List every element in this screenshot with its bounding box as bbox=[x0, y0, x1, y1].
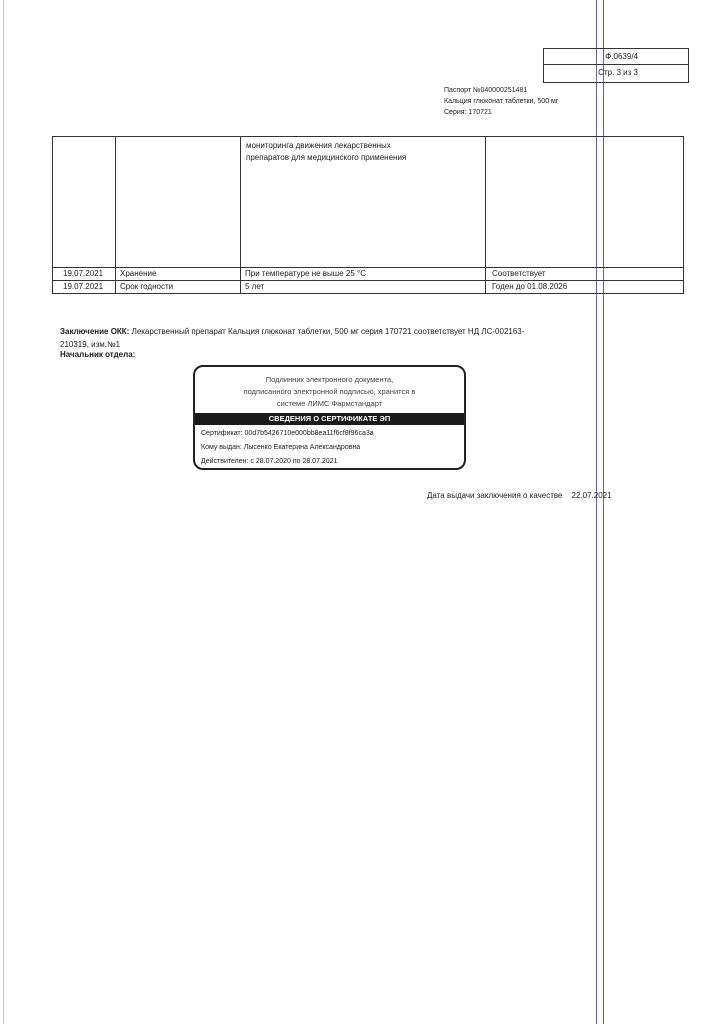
page-number: Стр. 3 из 3 bbox=[598, 68, 638, 77]
passport-product: Кальция глюконат таблетки, 500 мг bbox=[444, 98, 559, 105]
row1-result: Соответствует bbox=[492, 269, 546, 278]
signature-band-title: СВЕДЕНИЯ О СЕРТИФИКАТЕ ЭП bbox=[195, 413, 464, 425]
signature-original-line3: системе ЛИМС Фармстандарт bbox=[276, 399, 383, 408]
passport-number: Паспорт №040000251481 bbox=[444, 87, 528, 94]
continued-text-line2: препаратов для медицинского применения bbox=[246, 153, 407, 162]
e-signature-stamp bbox=[193, 365, 466, 470]
continued-text-line1: мониторинга движения лекарственных bbox=[246, 141, 391, 150]
conclusion-text: Лекарственный препарат Кальция глюконат таблетки, 500 мг серия 170721 соответствует НД ЛС-002163-210319, изм.№1 bbox=[60, 327, 525, 349]
row1-test: Хранение bbox=[120, 269, 157, 278]
form-code-box bbox=[543, 48, 689, 83]
row2-requirement: 5 лет bbox=[245, 282, 265, 291]
table-divider bbox=[115, 137, 116, 293]
signature-issued-to: Кому выдан: Лысенко Екатерина Александровна bbox=[201, 444, 361, 451]
head-of-department-label: Начальник отдела: bbox=[60, 350, 136, 359]
conclusion-label: Заключение ОКК: bbox=[60, 327, 130, 336]
row1-requirement: При температуре не выше 25 °С bbox=[245, 269, 366, 278]
passport-block bbox=[444, 85, 558, 118]
issue-date-label: Дата выдачи заключения о качестве bbox=[427, 491, 563, 500]
row1-date: 19.07.2021 bbox=[63, 269, 104, 278]
signature-valid: Действителен: с 28.07.2020 по 28.07.2021 bbox=[201, 458, 338, 465]
signature-original-line1: Подлинник электронного документа, bbox=[265, 375, 394, 384]
table-divider bbox=[240, 137, 241, 293]
signature-original-line2: подписанного электронной подписью, хранится в bbox=[243, 387, 416, 396]
results-table bbox=[52, 136, 684, 294]
signature-original-note bbox=[195, 374, 464, 410]
form-code: Ф.0639/4 bbox=[544, 49, 688, 65]
row2-result: Годен до 01.08.2026 bbox=[492, 282, 568, 291]
issue-date-line bbox=[427, 491, 612, 500]
passport-series: Серия: 170721 bbox=[444, 109, 492, 116]
signature-certificate: Сертификат: 00d7b5426710e000bb8ea11f6cf8f96ca3a bbox=[201, 430, 374, 437]
conclusion-paragraph bbox=[60, 325, 530, 351]
scan-edge-left bbox=[3, 0, 4, 1024]
row2-date: 19.07.2021 bbox=[63, 282, 104, 291]
issue-date: 22.07.2021 bbox=[571, 491, 612, 500]
row2-test: Срок годности bbox=[120, 282, 174, 291]
table-divider bbox=[485, 137, 486, 293]
